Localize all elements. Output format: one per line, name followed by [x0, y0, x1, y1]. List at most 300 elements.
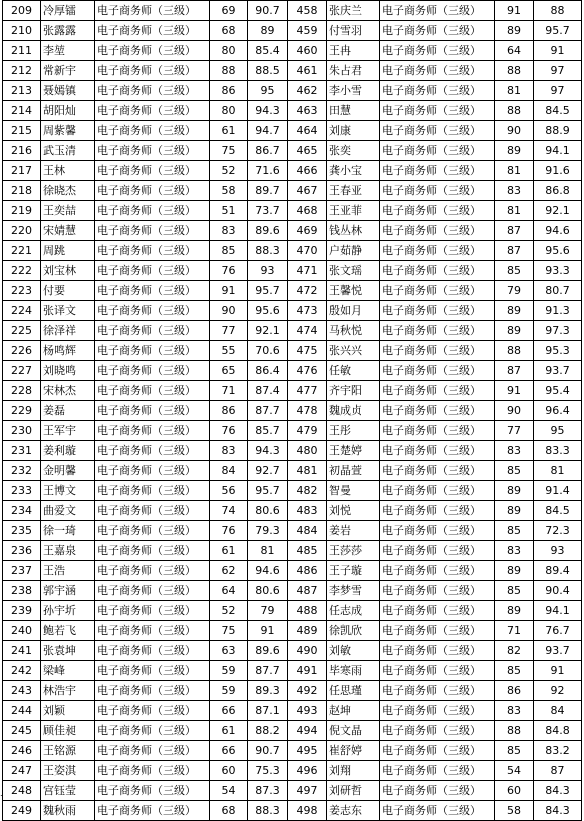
candidate-name-cell: 孙宇圻	[41, 601, 95, 621]
serial-number-cell: 219	[3, 201, 41, 221]
candidate-name-cell: 梁峰	[41, 661, 95, 681]
serial-number-cell: 225	[3, 321, 41, 341]
theory-score-cell: 87	[495, 221, 534, 241]
serial-number-cell: 244	[3, 701, 41, 721]
exam-level-cell: 电子商务师（三级）	[95, 261, 210, 281]
candidate-name-cell: 武玉清	[41, 141, 95, 161]
skill-score-cell: 84.3	[534, 801, 582, 821]
theory-score-cell: 75	[210, 141, 248, 161]
theory-score-cell: 81	[495, 161, 534, 181]
theory-score-cell: 89	[495, 561, 534, 581]
table-row	[3, 401, 582, 421]
candidate-name-cell: 张兴兴	[327, 341, 380, 361]
theory-score-cell: 89	[495, 321, 534, 341]
candidate-name-cell: 张文瑶	[327, 261, 380, 281]
candidate-name-cell: 聂嫣镇	[41, 81, 95, 101]
score-table	[2, 0, 582, 821]
theory-score-cell: 68	[210, 801, 248, 821]
skill-score-cell: 95.7	[248, 281, 288, 301]
skill-score-cell: 97.3	[534, 321, 582, 341]
theory-score-cell: 65	[210, 361, 248, 381]
theory-score-cell: 90	[495, 401, 534, 421]
theory-score-cell: 91	[210, 281, 248, 301]
skill-score-cell: 95.6	[534, 241, 582, 261]
theory-score-cell: 54	[210, 781, 248, 801]
skill-score-cell: 94.1	[534, 141, 582, 161]
candidate-name-cell: 胡阳灿	[41, 101, 95, 121]
skill-score-cell: 84.3	[534, 781, 582, 801]
theory-score-cell: 91	[495, 381, 534, 401]
candidate-name-cell: 马秋悦	[327, 321, 380, 341]
exam-level-cell: 电子商务师（三级）	[95, 341, 210, 361]
serial-number-cell: 467	[288, 181, 327, 201]
table-row	[3, 721, 582, 741]
serial-number-cell: 480	[288, 441, 327, 461]
exam-level-cell: 电子商务师（三级）	[380, 121, 495, 141]
theory-score-cell: 61	[210, 121, 248, 141]
skill-score-cell: 87	[534, 761, 582, 781]
theory-score-cell: 83	[495, 181, 534, 201]
theory-score-cell: 71	[210, 381, 248, 401]
candidate-name-cell: 姜利璇	[41, 441, 95, 461]
candidate-name-cell: 林浩宇	[41, 681, 95, 701]
skill-score-cell: 92	[534, 681, 582, 701]
skill-score-cell: 85.7	[248, 421, 288, 441]
theory-score-cell: 83	[495, 541, 534, 561]
skill-score-cell: 94.7	[248, 121, 288, 141]
exam-level-cell: 电子商务师（三级）	[95, 681, 210, 701]
serial-number-cell: 478	[288, 401, 327, 421]
exam-level-cell: 电子商务师（三级）	[95, 801, 210, 821]
exam-level-cell: 电子商务师（三级）	[380, 481, 495, 501]
theory-score-cell: 58	[210, 181, 248, 201]
serial-number-cell: 465	[288, 141, 327, 161]
table-row	[3, 81, 582, 101]
theory-score-cell: 56	[210, 481, 248, 501]
theory-score-cell: 69	[210, 1, 248, 21]
candidate-name-cell: 殷如月	[327, 301, 380, 321]
skill-score-cell: 89.3	[248, 681, 288, 701]
serial-number-cell: 487	[288, 581, 327, 601]
skill-score-cell: 93	[534, 541, 582, 561]
exam-level-cell: 电子商务师（三级）	[380, 681, 495, 701]
exam-level-cell: 电子商务师（三级）	[380, 761, 495, 781]
exam-level-cell: 电子商务师（三级）	[380, 81, 495, 101]
serial-number-cell: 492	[288, 681, 327, 701]
exam-level-cell: 电子商务师（三级）	[380, 401, 495, 421]
table-row	[3, 561, 582, 581]
theory-score-cell: 80	[210, 101, 248, 121]
skill-score-cell: 88	[534, 1, 582, 21]
serial-number-cell: 461	[288, 61, 327, 81]
skill-score-cell: 84	[534, 701, 582, 721]
skill-score-cell: 89.4	[534, 561, 582, 581]
serial-number-cell: 222	[3, 261, 41, 281]
serial-number-cell: 486	[288, 561, 327, 581]
serial-number-cell: 227	[3, 361, 41, 381]
skill-score-cell: 80.7	[534, 281, 582, 301]
candidate-name-cell: 张奕	[327, 141, 380, 161]
table-row	[3, 221, 582, 241]
candidate-name-cell: 刘敏	[327, 641, 380, 661]
serial-number-cell: 213	[3, 81, 41, 101]
candidate-name-cell: 冷厚镭	[41, 1, 95, 21]
table-row	[3, 641, 582, 661]
exam-level-cell: 电子商务师（三级）	[380, 561, 495, 581]
candidate-name-cell: 鲍若飞	[41, 621, 95, 641]
skill-score-cell: 90.7	[248, 741, 288, 761]
theory-score-cell: 81	[495, 201, 534, 221]
skill-score-cell: 91.3	[534, 301, 582, 321]
serial-number-cell: 247	[3, 761, 41, 781]
theory-score-cell: 83	[495, 441, 534, 461]
skill-score-cell: 87.7	[248, 401, 288, 421]
theory-score-cell: 85	[495, 261, 534, 281]
skill-score-cell: 73.7	[248, 201, 288, 221]
serial-number-cell: 464	[288, 121, 327, 141]
candidate-name-cell: 王嘉泉	[41, 541, 95, 561]
serial-number-cell: 248	[3, 781, 41, 801]
candidate-name-cell: 张露露	[41, 21, 95, 41]
serial-number-cell: 466	[288, 161, 327, 181]
table-row	[3, 421, 582, 441]
serial-number-cell: 484	[288, 521, 327, 541]
table-row	[3, 101, 582, 121]
serial-number-cell: 471	[288, 261, 327, 281]
theory-score-cell: 66	[210, 701, 248, 721]
serial-number-cell: 231	[3, 441, 41, 461]
candidate-name-cell: 智曼	[327, 481, 380, 501]
skill-score-cell: 83.2	[534, 741, 582, 761]
candidate-name-cell: 王楚婷	[327, 441, 380, 461]
theory-score-cell: 77	[210, 321, 248, 341]
theory-score-cell: 88	[495, 101, 534, 121]
theory-score-cell: 66	[210, 741, 248, 761]
candidate-name-cell: 龚小宝	[327, 161, 380, 181]
exam-level-cell: 电子商务师（三级）	[380, 221, 495, 241]
candidate-name-cell: 刘康	[327, 121, 380, 141]
serial-number-cell: 217	[3, 161, 41, 181]
skill-score-cell: 93.7	[534, 361, 582, 381]
skill-score-cell: 70.6	[248, 341, 288, 361]
table-row	[3, 21, 582, 41]
candidate-name-cell: 毕寒雨	[327, 661, 380, 681]
theory-score-cell: 83	[210, 441, 248, 461]
candidate-name-cell: 初晶萱	[327, 461, 380, 481]
exam-level-cell: 电子商务师（三级）	[380, 461, 495, 481]
exam-level-cell: 电子商务师（三级）	[380, 781, 495, 801]
exam-level-cell: 电子商务师（三级）	[95, 461, 210, 481]
exam-level-cell: 电子商务师（三级）	[380, 361, 495, 381]
skill-score-cell: 87.4	[248, 381, 288, 401]
skill-score-cell: 85.4	[248, 41, 288, 61]
table-row	[3, 301, 582, 321]
serial-number-cell: 232	[3, 461, 41, 481]
skill-score-cell: 95.6	[248, 301, 288, 321]
theory-score-cell: 85	[495, 741, 534, 761]
exam-level-cell: 电子商务师（三级）	[380, 441, 495, 461]
page-corner-mark: .	[0, 789, 3, 798]
exam-level-cell: 电子商务师（三级）	[95, 81, 210, 101]
table-row	[3, 261, 582, 281]
serial-number-cell: 214	[3, 101, 41, 121]
theory-score-cell: 86	[210, 81, 248, 101]
skill-score-cell: 91	[534, 41, 582, 61]
skill-score-cell: 86.4	[248, 361, 288, 381]
serial-number-cell: 497	[288, 781, 327, 801]
theory-score-cell: 77	[495, 421, 534, 441]
exam-level-cell: 电子商务师（三级）	[380, 501, 495, 521]
table-row	[3, 341, 582, 361]
serial-number-cell: 490	[288, 641, 327, 661]
serial-number-cell: 491	[288, 661, 327, 681]
exam-level-cell: 电子商务师（三级）	[95, 621, 210, 641]
serial-number-cell: 235	[3, 521, 41, 541]
exam-level-cell: 电子商务师（三级）	[95, 61, 210, 81]
candidate-name-cell: 姜磊	[41, 401, 95, 421]
skill-score-cell: 97	[534, 61, 582, 81]
candidate-name-cell: 魏成贞	[327, 401, 380, 421]
serial-number-cell: 223	[3, 281, 41, 301]
candidate-name-cell: 常新宇	[41, 61, 95, 81]
candidate-name-cell: 周跳	[41, 241, 95, 261]
theory-score-cell: 83	[495, 701, 534, 721]
exam-level-cell: 电子商务师（三级）	[95, 481, 210, 501]
exam-level-cell: 电子商务师（三级）	[95, 301, 210, 321]
theory-score-cell: 61	[210, 541, 248, 561]
table-row	[3, 701, 582, 721]
theory-score-cell: 91	[495, 1, 534, 21]
serial-number-cell: 495	[288, 741, 327, 761]
skill-score-cell: 87.7	[248, 661, 288, 681]
serial-number-cell: 498	[288, 801, 327, 821]
exam-level-cell: 电子商务师（三级）	[95, 361, 210, 381]
candidate-name-cell: 王姿淇	[41, 761, 95, 781]
serial-number-cell: 209	[3, 1, 41, 21]
theory-score-cell: 89	[495, 141, 534, 161]
theory-score-cell: 89	[495, 601, 534, 621]
serial-number-cell: 240	[3, 621, 41, 641]
skill-score-cell: 94.6	[534, 221, 582, 241]
theory-score-cell: 62	[210, 561, 248, 581]
exam-level-cell: 电子商务师（三级）	[95, 581, 210, 601]
candidate-name-cell: 宋婧慧	[41, 221, 95, 241]
candidate-name-cell: 钱丛林	[327, 221, 380, 241]
skill-score-cell: 91.6	[534, 161, 582, 181]
exam-level-cell: 电子商务师（三级）	[380, 341, 495, 361]
serial-number-cell: 221	[3, 241, 41, 261]
skill-score-cell: 95	[248, 81, 288, 101]
exam-level-cell: 电子商务师（三级）	[95, 181, 210, 201]
serial-number-cell: 469	[288, 221, 327, 241]
exam-level-cell: 电子商务师（三级）	[95, 541, 210, 561]
serial-number-cell: 496	[288, 761, 327, 781]
exam-level-cell: 电子商务师（三级）	[380, 261, 495, 281]
candidate-name-cell: 王亚菲	[327, 201, 380, 221]
exam-level-cell: 电子商务师（三级）	[380, 241, 495, 261]
candidate-name-cell: 王子璇	[327, 561, 380, 581]
skill-score-cell: 79	[248, 601, 288, 621]
exam-level-cell: 电子商务师（三级）	[95, 641, 210, 661]
serial-number-cell: 473	[288, 301, 327, 321]
serial-number-cell: 494	[288, 721, 327, 741]
theory-score-cell: 88	[495, 61, 534, 81]
table-row	[3, 541, 582, 561]
skill-score-cell: 93.7	[534, 641, 582, 661]
exam-level-cell: 电子商务师（三级）	[380, 301, 495, 321]
table-row	[3, 581, 582, 601]
exam-level-cell: 电子商务师（三级）	[95, 601, 210, 621]
exam-level-cell: 电子商务师（三级）	[95, 441, 210, 461]
candidate-name-cell: 周紫馨	[41, 121, 95, 141]
theory-score-cell: 59	[210, 661, 248, 681]
skill-score-cell: 96.4	[534, 401, 582, 421]
skill-score-cell: 72.3	[534, 521, 582, 541]
serial-number-cell: 239	[3, 601, 41, 621]
candidate-name-cell: 李堃	[41, 41, 95, 61]
exam-level-cell: 电子商务师（三级）	[380, 201, 495, 221]
skill-score-cell: 94.6	[248, 561, 288, 581]
exam-level-cell: 电子商务师（三级）	[380, 61, 495, 81]
theory-score-cell: 84	[210, 461, 248, 481]
candidate-name-cell: 李小雪	[327, 81, 380, 101]
theory-score-cell: 63	[210, 641, 248, 661]
skill-score-cell: 92.1	[248, 321, 288, 341]
serial-number-cell: 212	[3, 61, 41, 81]
theory-score-cell: 88	[495, 341, 534, 361]
exam-level-cell: 电子商务师（三级）	[95, 321, 210, 341]
exam-level-cell: 电子商务师（三级）	[380, 321, 495, 341]
skill-score-cell: 91	[534, 661, 582, 681]
exam-level-cell: 电子商务师（三级）	[380, 181, 495, 201]
skill-score-cell: 95.7	[248, 481, 288, 501]
exam-level-cell: 电子商务师（三级）	[95, 761, 210, 781]
candidate-name-cell: 王浩	[41, 561, 95, 581]
skill-score-cell: 95.4	[534, 381, 582, 401]
serial-number-cell: 472	[288, 281, 327, 301]
serial-number-cell: 210	[3, 21, 41, 41]
theory-score-cell: 54	[495, 761, 534, 781]
table-row	[3, 621, 582, 641]
skill-score-cell: 79.3	[248, 521, 288, 541]
serial-number-cell: 462	[288, 81, 327, 101]
exam-level-cell: 电子商务师（三级）	[380, 601, 495, 621]
theory-score-cell: 68	[210, 21, 248, 41]
skill-score-cell: 89	[248, 21, 288, 41]
skill-score-cell: 95	[534, 421, 582, 441]
skill-score-cell: 84.8	[534, 721, 582, 741]
exam-level-cell: 电子商务师（三级）	[95, 721, 210, 741]
serial-number-cell: 479	[288, 421, 327, 441]
theory-score-cell: 79	[495, 281, 534, 301]
theory-score-cell: 82	[495, 641, 534, 661]
serial-number-cell: 215	[3, 121, 41, 141]
candidate-name-cell: 王春亚	[327, 181, 380, 201]
theory-score-cell: 59	[210, 681, 248, 701]
candidate-name-cell: 李梦雪	[327, 581, 380, 601]
exam-level-cell: 电子商务师（三级）	[95, 161, 210, 181]
serial-number-cell: 242	[3, 661, 41, 681]
exam-level-cell: 电子商务师（三级）	[380, 641, 495, 661]
theory-score-cell: 52	[210, 161, 248, 181]
theory-score-cell: 60	[495, 781, 534, 801]
exam-level-cell: 电子商务师（三级）	[380, 141, 495, 161]
theory-score-cell: 85	[210, 241, 248, 261]
exam-level-cell: 电子商务师（三级）	[95, 381, 210, 401]
serial-number-cell: 463	[288, 101, 327, 121]
serial-number-cell: 481	[288, 461, 327, 481]
skill-score-cell: 90.4	[534, 581, 582, 601]
skill-score-cell: 80.6	[248, 501, 288, 521]
skill-score-cell: 94.3	[248, 441, 288, 461]
candidate-name-cell: 刘翔	[327, 761, 380, 781]
table-row	[3, 501, 582, 521]
serial-number-cell: 211	[3, 41, 41, 61]
table-row	[3, 181, 582, 201]
theory-score-cell: 89	[495, 481, 534, 501]
serial-number-cell: 493	[288, 701, 327, 721]
serial-number-cell: 218	[3, 181, 41, 201]
theory-score-cell: 88	[210, 61, 248, 81]
skill-score-cell: 89.7	[248, 181, 288, 201]
theory-score-cell: 87	[495, 361, 534, 381]
theory-score-cell: 76	[210, 521, 248, 541]
serial-number-cell: 460	[288, 41, 327, 61]
skill-score-cell: 95.3	[534, 341, 582, 361]
theory-score-cell: 85	[495, 461, 534, 481]
table-row	[3, 121, 582, 141]
serial-number-cell: 489	[288, 621, 327, 641]
skill-score-cell: 86.8	[534, 181, 582, 201]
exam-level-cell: 电子商务师（三级）	[95, 281, 210, 301]
table-row	[3, 741, 582, 761]
theory-score-cell: 88	[495, 721, 534, 741]
candidate-name-cell: 倪文晶	[327, 721, 380, 741]
exam-level-cell: 电子商务师（三级）	[95, 661, 210, 681]
candidate-name-cell: 张译文	[41, 301, 95, 321]
theory-score-cell: 86	[210, 401, 248, 421]
theory-score-cell: 85	[495, 581, 534, 601]
exam-level-cell: 电子商务师（三级）	[380, 101, 495, 121]
skill-score-cell: 87.1	[248, 701, 288, 721]
exam-level-cell: 电子商务师（三级）	[380, 701, 495, 721]
candidate-name-cell: 刘晓鸣	[41, 361, 95, 381]
theory-score-cell: 52	[210, 601, 248, 621]
candidate-name-cell: 顾佳昶	[41, 721, 95, 741]
candidate-name-cell: 王博文	[41, 481, 95, 501]
exam-level-cell: 电子商务师（三级）	[380, 21, 495, 41]
theory-score-cell: 81	[495, 81, 534, 101]
serial-number-cell: 476	[288, 361, 327, 381]
theory-score-cell: 51	[210, 201, 248, 221]
theory-score-cell: 89	[495, 501, 534, 521]
table-row	[3, 521, 582, 541]
candidate-name-cell: 姜志东	[327, 801, 380, 821]
skill-score-cell: 83.3	[534, 441, 582, 461]
table-row	[3, 61, 582, 81]
exam-level-cell: 电子商务师（三级）	[380, 661, 495, 681]
candidate-name-cell: 崔舒婷	[327, 741, 380, 761]
theory-score-cell: 90	[495, 121, 534, 141]
skill-score-cell: 91	[248, 621, 288, 641]
exam-level-cell: 电子商务师（三级）	[95, 561, 210, 581]
skill-score-cell: 84.5	[534, 101, 582, 121]
serial-number-cell: 483	[288, 501, 327, 521]
serial-number-cell: 226	[3, 341, 41, 361]
table-row	[3, 41, 582, 61]
exam-level-cell: 电子商务师（三级）	[95, 21, 210, 41]
serial-number-cell: 459	[288, 21, 327, 41]
